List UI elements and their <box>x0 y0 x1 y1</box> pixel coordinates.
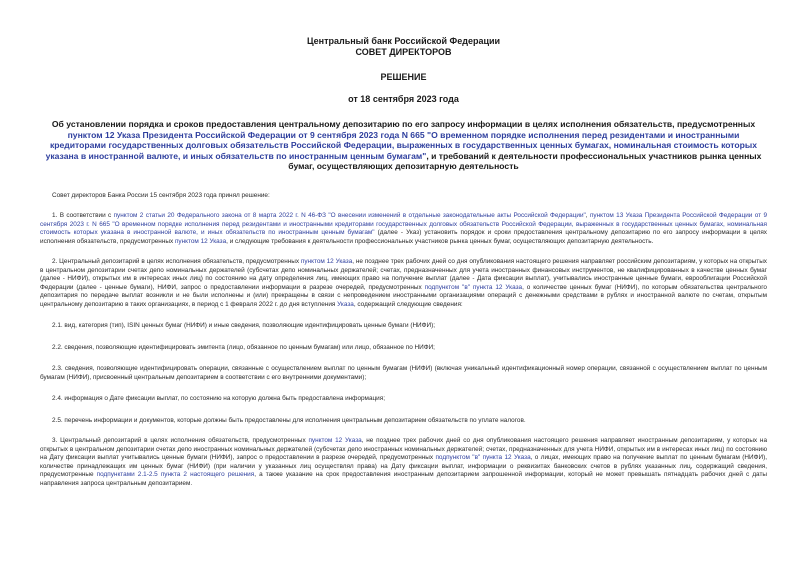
p2-subitem-link[interactable]: подпунктом "в" пункта 12 Указа <box>424 283 523 291</box>
document-type: РЕШЕНИЕ <box>380 72 427 82</box>
p2-text-a: 2. Центральный депозитарий в целях исполнения обязательств, предусмотренных <box>52 258 301 266</box>
p2-text-d: , содержащий следующие сведения: <box>353 300 463 308</box>
p3-text-a: 3. Центральный депозитарий в целях исполнения обязательств, предусмотренных <box>52 437 309 445</box>
p2-text-c: , о количестве ценных бумаг (НИФИ), по которым обязательства центрального депозитария по передаче выплат возникли и не были исполнены и (или) прекращены в связи с непроведением иностранными организациями операций с денежными средствами в рублях и иностранной валюте по счетам, открытым центральному депозитарию в таких организациях, в период с 1 февраля 2022 г. до дня вступления <box>40 283 767 308</box>
title-text-start: Об установлении порядка и сроков предоставления центральному депозитарию по его запросу информации в целях исполнения обязательств, предусмотренных <box>51 119 756 129</box>
p1-decree-item-link[interactable]: пунктом 12 Указа <box>174 237 227 245</box>
subitem-2-1: 2.1. вид, категория (тип), ISIN ценных бумаг (НИФИ) и иные сведения, позволяющие идентифицировать ценные бумаги (НИФИ); <box>52 322 436 330</box>
title-decree-link[interactable]: пунктом 12 Указа Президента Российской Федерации от 9 сентября 2023 года N 665 "О временном порядке исполнения перед резидентами и иностранными кредиторами государственных долговых обязательств Российской Федерации, выраженных в государственных ценных бумагах, номинальная стоимость которых указана в иностранной валюте, и иных обязательств по иностранным ценным бумагам" <box>45 129 758 161</box>
paragraph-1 <box>40 212 767 246</box>
issuer-body: СОВЕТ ДИРЕКТОРОВ <box>355 47 452 57</box>
p1-text-d: , и следующие требования к деятельности профессиональных участников рынка ценных бумаг, осуществляющих депозитарную деятельность. <box>226 237 654 245</box>
p2-text-b: , не позднее трех рабочих дней со дня опубликования настоящего решения направляет российским депозитариям, у которых на открытых в центральном депозитарии счетах депо номинальных держателей (субсчетах депо номинальных держателей; счетах, предназначенных для учета иностранных финансовых инструментов, не квалифицированных в качестве ценных бумаг (далее - НИФИ), открытых им в интересах иных лиц) по состоянию на дату определения лиц, имеющих право на получение выплат (далее - Дата фиксации выплат), учитывались иностранные ценные бумаги, еврооблигации Российской Федерации (далее - ценные бумаги), НИФИ, запрос о предоставлении информации в разрезе очередей, предусмотренных <box>40 258 767 291</box>
p1-federal-law-link[interactable]: пунктом 2 статьи 20 Федерального закона от 8 марта 2022 г. N 46-ФЗ "О внесении изменений в отдельные законодательные акты Российской Федерации" <box>113 212 586 220</box>
subitem-2-3: 2.3. сведения, позволяющие идентифицировать операции, связанные с осуществлением выплат по ценным бумагам (НИФИ) (включая уникальный идентификационный номер операции, связанной с осуществлением выплат по ценным бумагам (НИФИ), присвоенный центральным депозитарием в соответствии с его внутренними документами); <box>40 365 767 381</box>
p3-subitems-link[interactable]: подпунктами 2.1-2.5 пункта 2 настоящего решения <box>96 471 255 479</box>
issuer-name: Центральный банк Российской Федерации <box>306 36 501 46</box>
p3-text-c: , о лицах, имеющих право на получение выплат по ценным бумагам (НИФИ), количестве принадлежащих им ценных бумаг (НИФИ) (при наличии у указанных лиц осуществлял права) на Дату фиксации выплат, информации о реквизитах банковских счетов в рублях указанных лиц, содержащий сведения, предусмотренные <box>40 454 767 479</box>
document-header <box>40 36 767 58</box>
p2-decree-link[interactable]: Указа <box>337 300 354 308</box>
paragraph-3 <box>40 437 767 488</box>
p1-text-c: (далее - Указ) установить порядок и сроки предоставления центральному депозитарию по его запросу информации в целях исполнения обязательств, предусмотренных <box>40 229 767 245</box>
p3-text-d: , а также указание на срок предоставления иностранным депозитарием запрошенной информации, который не может превышать пятнадцать рабочих дней с даты направления запроса центральным депозитарием. <box>40 471 767 487</box>
title-text-end: , и требований к деятельности профессиональных участников рынка ценных бумаг, осуществляющих депозитарную деятельность <box>288 150 762 172</box>
document-page <box>40 36 767 488</box>
subitem-2-2: 2.2. сведения, позволяющие идентифицировать эмитента (лицо, обязанное по ценным бумагам) или лицо, обязанное по НИФИ; <box>52 343 435 351</box>
document-date: от 18 сентября 2023 года <box>348 94 459 104</box>
p1-text-a: 1. В соответствии с <box>52 212 114 220</box>
p2-decree-item-link[interactable]: пунктом 12 Указа <box>300 258 353 266</box>
subitem-2-5: 2.5. перечень информации и документов, которые должны быть предоставлены для исполнения центральным депозитарием обязательств по уплате налогов. <box>52 416 526 424</box>
p3-subitem-link[interactable]: подпунктом "в" пункта 12 Указа <box>435 454 531 462</box>
p3-decree-item-link[interactable]: пунктом 12 Указа <box>308 437 362 445</box>
document-title <box>40 119 767 172</box>
p1-text-b: , <box>585 212 590 220</box>
intro-paragraph: Совет директоров Банка России 15 сентября 2023 года принял решение: <box>52 191 270 199</box>
subitem-2-4: 2.4. информация о Дате фиксации выплат, по состоянию на которую должна быть предоставлена информация; <box>52 395 385 403</box>
p3-text-b: , не позднее трех рабочих дней со дня опубликования настоящего решения направляет иностранным депозитариям, у которых на открытых в центральном депозитарии счетах депо иностранных номинальных держателей (субсчетах депо иностранных номинальных держателей; счетах, предназначенных для учета НИФИ, открытых им в интересах иных лиц) по состоянию на Дату фиксации выплат учитывались ценные бумаги (НИФИ), запрос о предоставлении в разрезе очередей, предусмотренных <box>40 437 767 462</box>
paragraph-2 <box>40 258 767 309</box>
p1-decree-link[interactable]: пунктом 13 Указа Президента Российской Федерации от 9 сентября 2023 г. N 665 "О временном порядке исполнения перед резидентами и иностранными кредиторами государственных долговых обязательств Российской Федерации, выраженных в государственных ценных бумагах, номинальная стоимость которых указана в иностранной валюте, и иных обязательств по иностранным ценным бумагам" <box>40 212 767 237</box>
